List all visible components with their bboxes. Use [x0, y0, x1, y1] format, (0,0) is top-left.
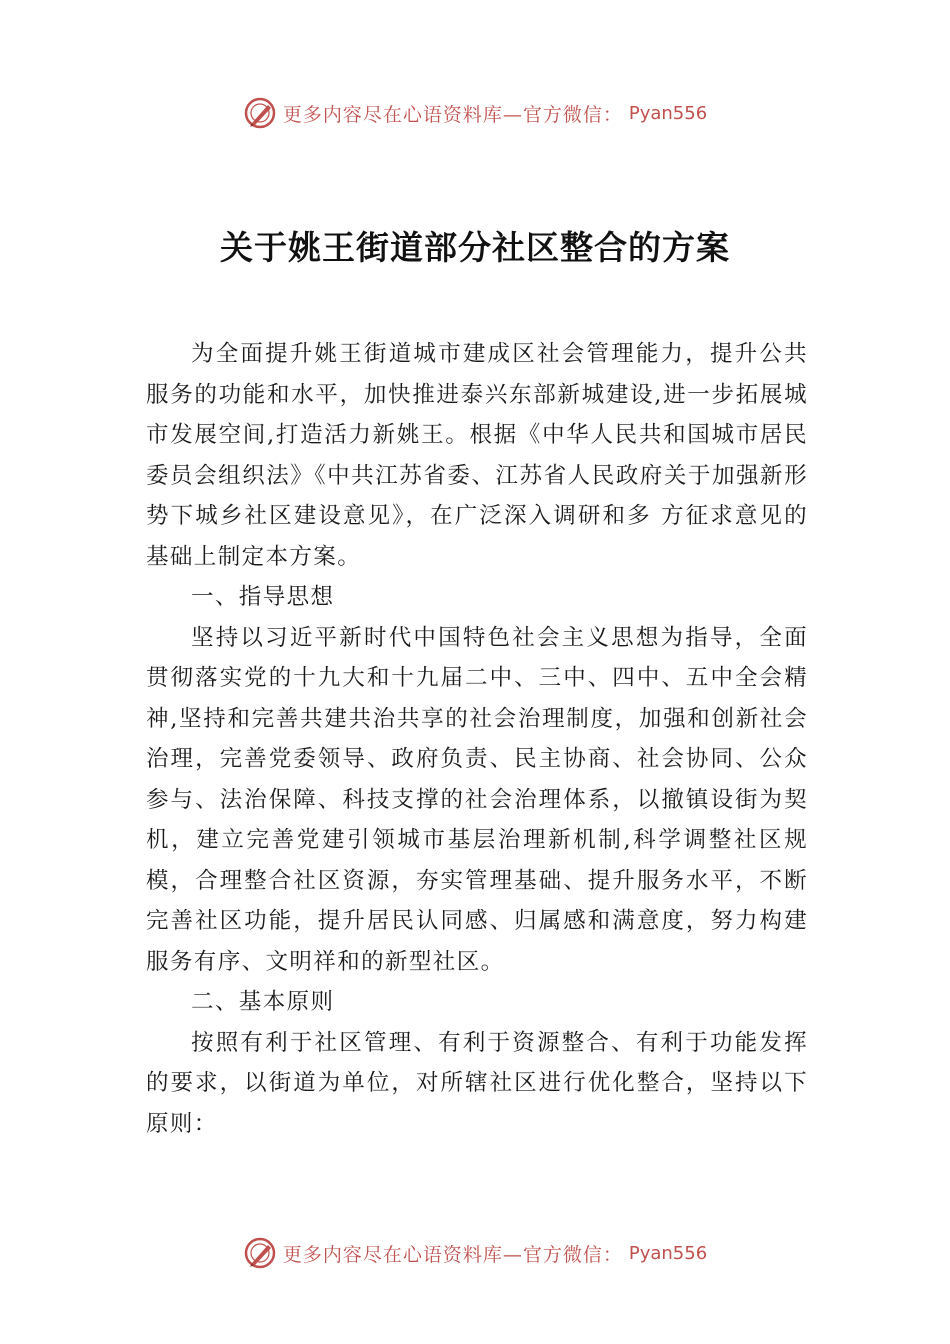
section-heading-basic-principles: 二、基本原则 — [191, 989, 335, 1015]
section-paragraph-guiding-ideology: 坚持以习近平新时代中国特色社会主义思想为指导，全面贯彻落实党的十九大和十九届二中、三中、四中、五中全会精神,坚持和完善共建共治共享的社会治理制度，加强和创新社会治理，完善党委领导、政府负责、民主协商、社会协同、公众参与、法治保障、科技支撑的社会治理体系，以撤镇设街为契机，建立完善党建引领城市基层治理新机制,科学调整社区规模，合理整合社区资源，夯实管理基础、提升服务水平，不断完善社区功能，提升居民认同感、归属感和满意度，努力构建服务有序、文明祥和的新型社区。 — [146, 624, 808, 975]
watermark-wechat-id: Pyan556 — [628, 102, 708, 124]
watermark-text: 更多内容尽在心语资料库—官方微信： — [282, 103, 623, 126]
watermark-wechat-id: Pyan556 — [628, 1242, 708, 1264]
watermark-text: 更多内容尽在心语资料库—官方微信： — [282, 1243, 623, 1266]
watermark-footer — [0, 1236, 950, 1270]
watermark-header — [0, 96, 950, 130]
pen-seal-icon — [243, 1236, 277, 1270]
document-body — [146, 334, 808, 1144]
section-heading-guiding-ideology: 一、指导思想 — [191, 584, 335, 610]
intro-paragraph: 为全面提升姚王街道城市建成区社会管理能力，提升公共服务的功能和水平，加快推进泰兴东部新城建设,进一步拓展城市发展空间,打造活力新姚王。根据《中华人民共和国城市居民委员会组织法》《中共江苏省委、江苏省人民政府关于加强新形势下城乡社区建设意见》，在广泛深入调研和多 方征求意见的基础上制定本方案。 — [146, 341, 808, 570]
pen-seal-icon — [243, 96, 277, 130]
section-paragraph-basic-principles: 按照有利于社区管理、有利于资源整合、有利于功能发挥的要求，以街道为单位，对所辖社区进行优化整合，坚持以下原则： — [146, 1029, 808, 1137]
document-title: 关于姚王街道部分社区整合的方案 — [220, 228, 730, 267]
